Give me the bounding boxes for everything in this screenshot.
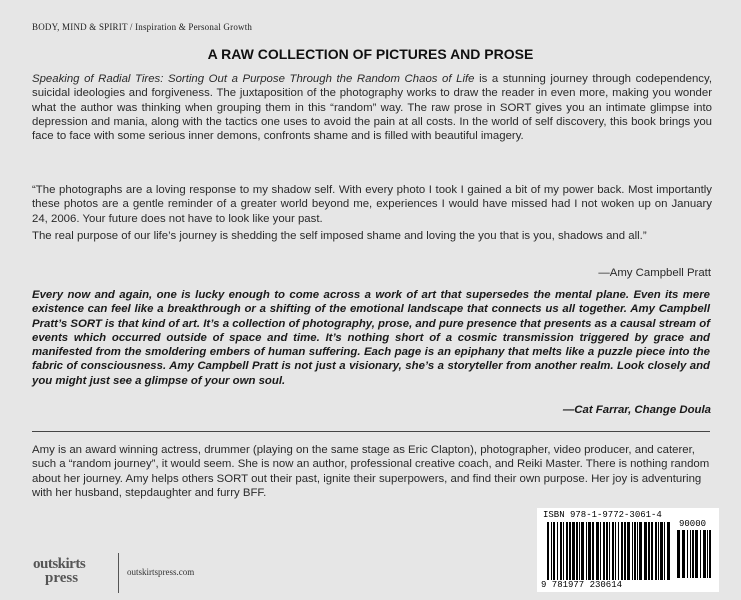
review-attribution: —Cat Farrar, Change Doula (562, 404, 711, 416)
page-title: A RAW COLLECTION OF PICTURES AND PROSE (207, 46, 534, 62)
isbn-label: ISBN 978-1-9772-3061-4 (543, 510, 662, 520)
publisher-logo (33, 557, 115, 585)
isbn-digits: 9 781977 230614 (541, 580, 623, 590)
category-label: BODY, MIND & SPIRIT / Inspiration & Personal Growth (32, 22, 253, 32)
publisher-logo-line1: outskirts (33, 556, 86, 572)
footer-divider (118, 553, 119, 593)
price-code: 90000 (679, 519, 707, 529)
barcode-addon-bars (677, 530, 713, 578)
isbn-barcode (537, 508, 719, 592)
review-text: Every now and again, one is lucky enough to come across a work of art that supersedes the mental plane. Even its mere existence can feel like a breakthrough or a shifting of the emotional landscape that connects us all together. Amy Campbell Pratt’s SORT is that kind of art. It’s a collection of photography, prose, and pure presence that presents as a causal stream of events which occurred outside of space and time. It’s nothing short of a cosmic transmission triggered by grace and manifested from the smoldering embers of human suffering. Each page is an epiphany that melts like a puzzle piece into the fabric of consciousness. Amy Campbell Pratt is not just a visionary, she’s a storyteller from another realm. Look closely and you might just see a glimpse of your own soul. (32, 289, 710, 387)
book-title: Speaking of Radial Tires: Sorting Out a Purpose Through the Random Chaos of Life (32, 73, 475, 85)
description-text: is a stunning journey through codependency, suicidal ideologies and forgiveness. The juxtaposition of the photography works to draw the reader in even more, making you wonder what the author was thinking when grouping them in this “random” way. The raw prose in SORT gives you an intimate glimpse into depression and mania, along with the tactics one uses to avoid the pain at all costs. In the world of self discovery, this book brings you face to face with some serious inner demons, confronts shame and is filled with beautiful imagery. (32, 73, 713, 143)
barcode-bars (547, 522, 673, 580)
publisher-logo-line2: press (45, 570, 79, 586)
author-quote-paragraph-1: “The photographs are a loving response to my shadow self. With every photo I took I gained a bit of my power back. Most importantly these photos are a gentle reminder of a greater world beyond me, experiences I would have missed had I not woken up on January 24, 2006. Your future does not have to look like your past. (32, 184, 712, 225)
author-bio: Amy is an award winning actress, drummer (playing on the same stage as Eric Clapton), photographer, video producer, and caterer, such a “random journey”, it would seem. She is now an author, professional creative coach, and Reiki Master. There is nothing random about her journey. Amy helps others SORT out their past, ignite their superpowers, and find their own purpose. Her joy is adventuring with her husband, stepdaughter and furry BFF. (32, 444, 710, 499)
divider-rule (32, 431, 710, 432)
publisher-url: outskirtspress.com (127, 567, 195, 577)
author-quote-attribution: —Amy Campbell Pratt (598, 267, 711, 279)
author-quote-paragraph-2: The real purpose of our life’s journey is shedding the self imposed shame and loving the you that is you, shadows and all.” (32, 230, 647, 242)
book-description (32, 72, 712, 143)
